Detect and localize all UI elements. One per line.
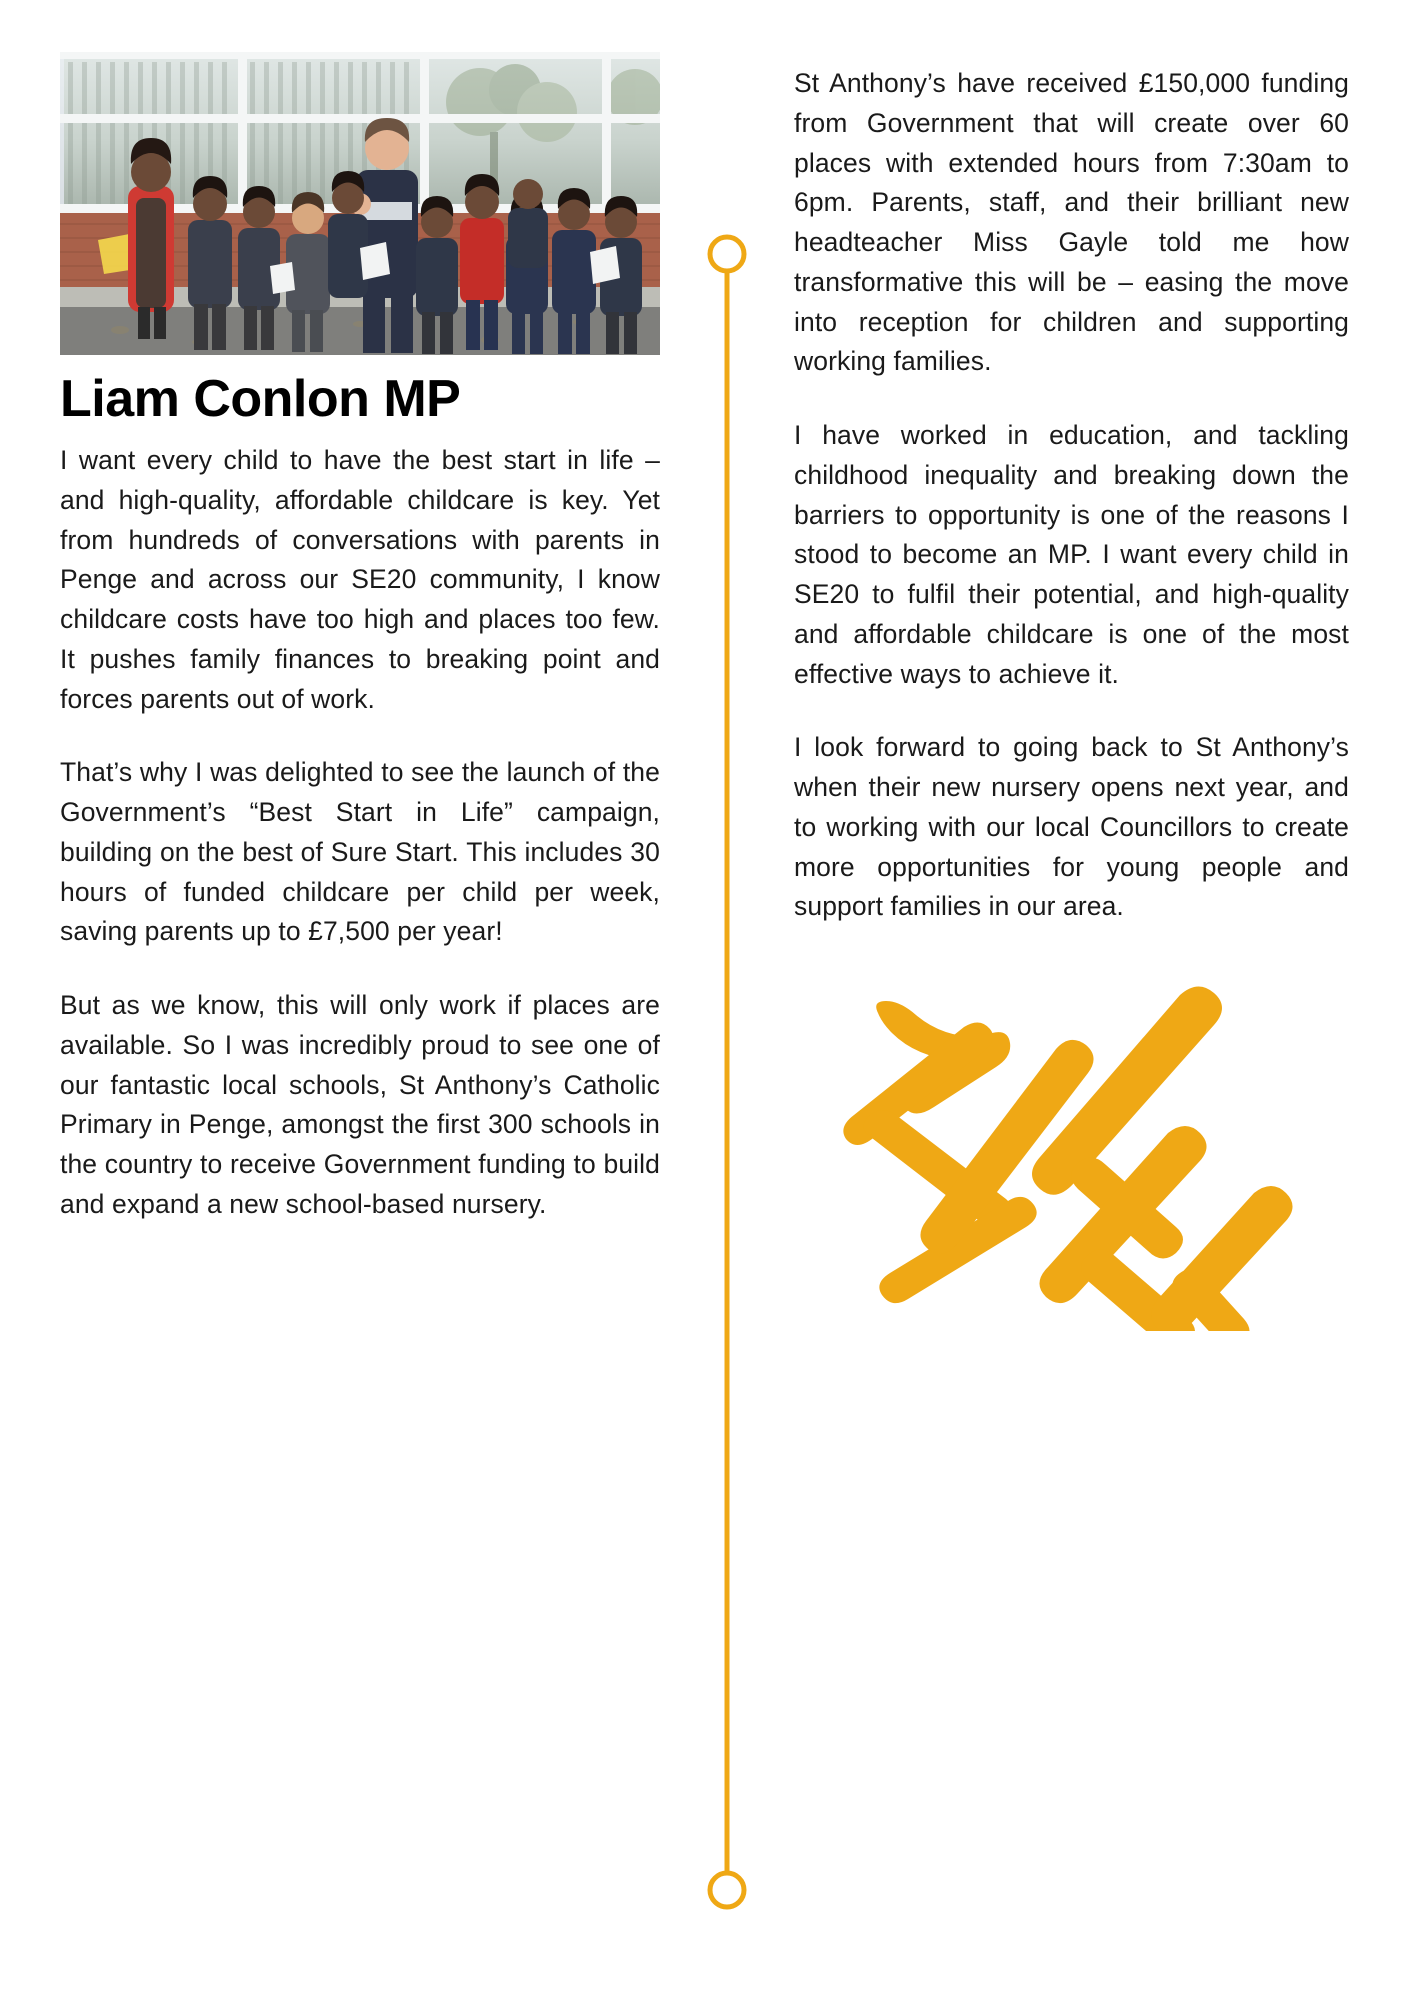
right-paragraph-1: St Anthony’s have received £150,000 funding from Government that will create over 60 places with extended hours from 7:30am to 6pm. Parents, staff, and their brilliant new headteacher Miss Gayle told me how transformative this will be – easing the move into reception for children and supporting working families. [794,68,1349,377]
page-title: Liam Conlon MP [60,370,461,428]
left-column [60,52,660,1225]
left-paragraph-1: I want every child to have the best start in life – and high-quality, affordable childcare is key. Yet from hundreds of conversations with parents in Penge and across our SE20 community, I know childcare costs have too high and places too few. It pushes family finances to breaking point and forces parents out of work. [60,445,660,714]
right-paragraph-2: I have worked in education, and tackling childhood inequality and breaking down the barriers to opportunity is one of the reasons I stood to become an MP. I want every child in SE20 to fulfil their potential, and high-quality and affordable childcare is one of the most effective ways to achieve it. [794,420,1349,689]
right-paragraph-3: I look forward to going back to St Anthony’s when their new nursery opens next year, and to working with our local Councillors to create more opportunities for young people and support families in our area. [794,732,1349,922]
vertical-timeline-divider [660,52,794,1970]
school-group-photo [60,52,660,355]
right-column [794,52,1349,1331]
orange-scribble-graphic [794,961,1349,1331]
left-paragraph-3: But as we know, this will only work if places are available. So I was incredibly proud to see one of our fantastic local schools, St Anthony’s Catholic Primary in Penge, amongst the first 300 schools in the country to receive Government funding to build and expand a new school-based nursery. [60,990,660,1219]
left-paragraph-2: That’s why I was delighted to see the launch of the Government’s “Best Start in Life” campaign, building on the best of Sure Start. This includes 30 hours of funded childcare per child per week, saving parents up to £7,500 per year! [60,757,660,947]
